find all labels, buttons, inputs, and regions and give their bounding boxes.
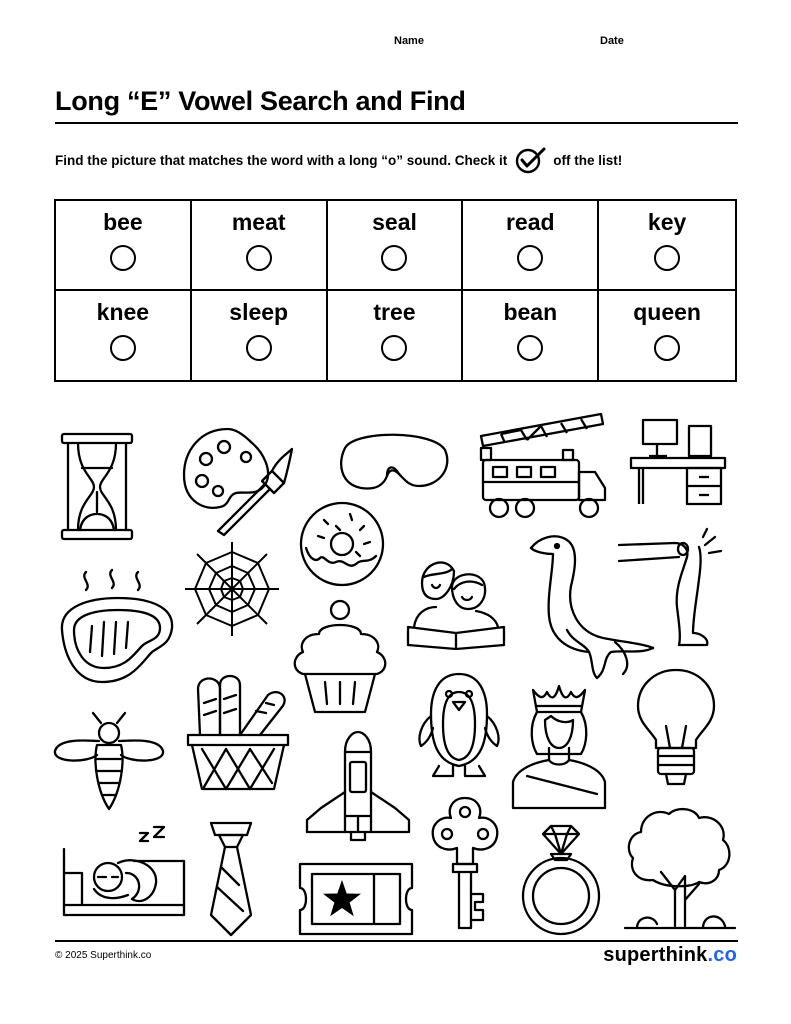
desk-picture[interactable]: [629, 416, 727, 508]
word-cell: [56, 201, 192, 291]
meat-picture[interactable]: [56, 570, 180, 688]
check-circle[interactable]: [381, 245, 407, 271]
title-divider: [55, 122, 738, 124]
brand-logo[interactable]: [603, 944, 737, 967]
check-circle[interactable]: [517, 245, 543, 271]
word-cell: [463, 201, 599, 291]
name-label: Name: [394, 35, 424, 47]
check-circle[interactable]: [110, 335, 136, 361]
fire-truck-picture[interactable]: [477, 412, 609, 524]
date-label: Date: [600, 35, 624, 47]
light-bulb-picture[interactable]: [636, 668, 716, 790]
knee-picture[interactable]: [617, 527, 737, 652]
tree-picture[interactable]: [623, 806, 737, 930]
footer-copyright: © 2025 Superthink.co: [55, 950, 152, 961]
key-picture[interactable]: [429, 796, 501, 932]
check-circle[interactable]: [110, 245, 136, 271]
page-title: Long “E” Vowel Search and Find: [55, 86, 466, 116]
footer-divider: [55, 940, 738, 942]
word-cell: [463, 291, 599, 381]
word-label: tree: [373, 298, 416, 325]
check-circle[interactable]: [246, 335, 272, 361]
spider-web-icon: [183, 540, 281, 638]
check-circle[interactable]: [517, 335, 543, 361]
check-circle[interactable]: [381, 335, 407, 361]
word-cell: [328, 201, 464, 291]
word-cell: [192, 201, 328, 291]
ring-icon: [515, 824, 607, 936]
instructions: [55, 146, 622, 174]
key-icon: [429, 796, 501, 932]
word-label: knee: [96, 298, 150, 325]
tree-icon: [623, 806, 737, 930]
rocket-icon: [305, 732, 411, 842]
check-circle[interactable]: [654, 335, 680, 361]
ticket-picture[interactable]: [298, 862, 414, 936]
instructions-text: Find the picture that matches the word with a long “o” sound. Check it: [55, 152, 508, 168]
cupcake-icon: [289, 598, 391, 716]
fire-truck-icon: [477, 412, 609, 524]
spider-web-picture[interactable]: [183, 540, 281, 638]
ring-picture[interactable]: [515, 824, 607, 936]
sleeping-child-picture[interactable]: [62, 825, 186, 919]
queen-icon: [509, 682, 609, 812]
reading-icon: [406, 553, 506, 651]
paint-palette-icon: [180, 425, 295, 535]
desk-icon: [629, 416, 727, 508]
word-cell: [599, 201, 735, 291]
penguin-icon: [413, 672, 505, 782]
word-label: queen: [633, 298, 701, 325]
word-label: read: [505, 209, 555, 235]
bean-icon: [335, 428, 453, 494]
word-label: meat: [231, 209, 286, 235]
check-circle[interactable]: [654, 245, 680, 271]
sleeping-child-icon: [62, 825, 186, 919]
paint-palette-picture[interactable]: [180, 425, 295, 535]
bean-picture[interactable]: [335, 428, 453, 494]
bread-basket-icon: [186, 673, 290, 793]
light-bulb-icon: [636, 668, 716, 790]
reading-picture[interactable]: [406, 553, 506, 651]
tie-picture[interactable]: [207, 821, 255, 937]
bee-icon: [53, 711, 165, 811]
hourglass-picture[interactable]: [58, 432, 138, 542]
hourglass-icon: [58, 432, 138, 542]
word-cell: [328, 291, 464, 381]
word-checklist: [54, 199, 737, 382]
word-cell: [599, 291, 735, 381]
donut-icon: [298, 500, 386, 588]
word-label: key: [647, 209, 687, 235]
brand-suffix: .co: [707, 944, 737, 966]
donut-picture[interactable]: [298, 500, 386, 588]
queen-picture[interactable]: [509, 682, 609, 812]
check-circle[interactable]: [246, 245, 272, 271]
bee-picture[interactable]: [53, 711, 165, 811]
word-label: sleep: [229, 298, 289, 325]
word-label: bee: [103, 209, 143, 235]
penguin-picture[interactable]: [413, 672, 505, 782]
rocket-picture[interactable]: [305, 732, 411, 842]
check-circle-icon: [515, 146, 547, 174]
brand-name: superthink: [603, 944, 708, 966]
instructions-text-end: off the list!: [553, 152, 623, 168]
word-label: seal: [372, 209, 417, 235]
tie-icon: [207, 821, 255, 937]
bread-basket-picture[interactable]: [186, 673, 290, 793]
knee-icon: [617, 527, 737, 652]
word-label: bean: [503, 298, 558, 325]
cupcake-picture[interactable]: [289, 598, 391, 716]
word-cell: [56, 291, 192, 381]
meat-icon: [56, 570, 180, 688]
ticket-icon: [298, 862, 414, 936]
word-cell: [192, 291, 328, 381]
